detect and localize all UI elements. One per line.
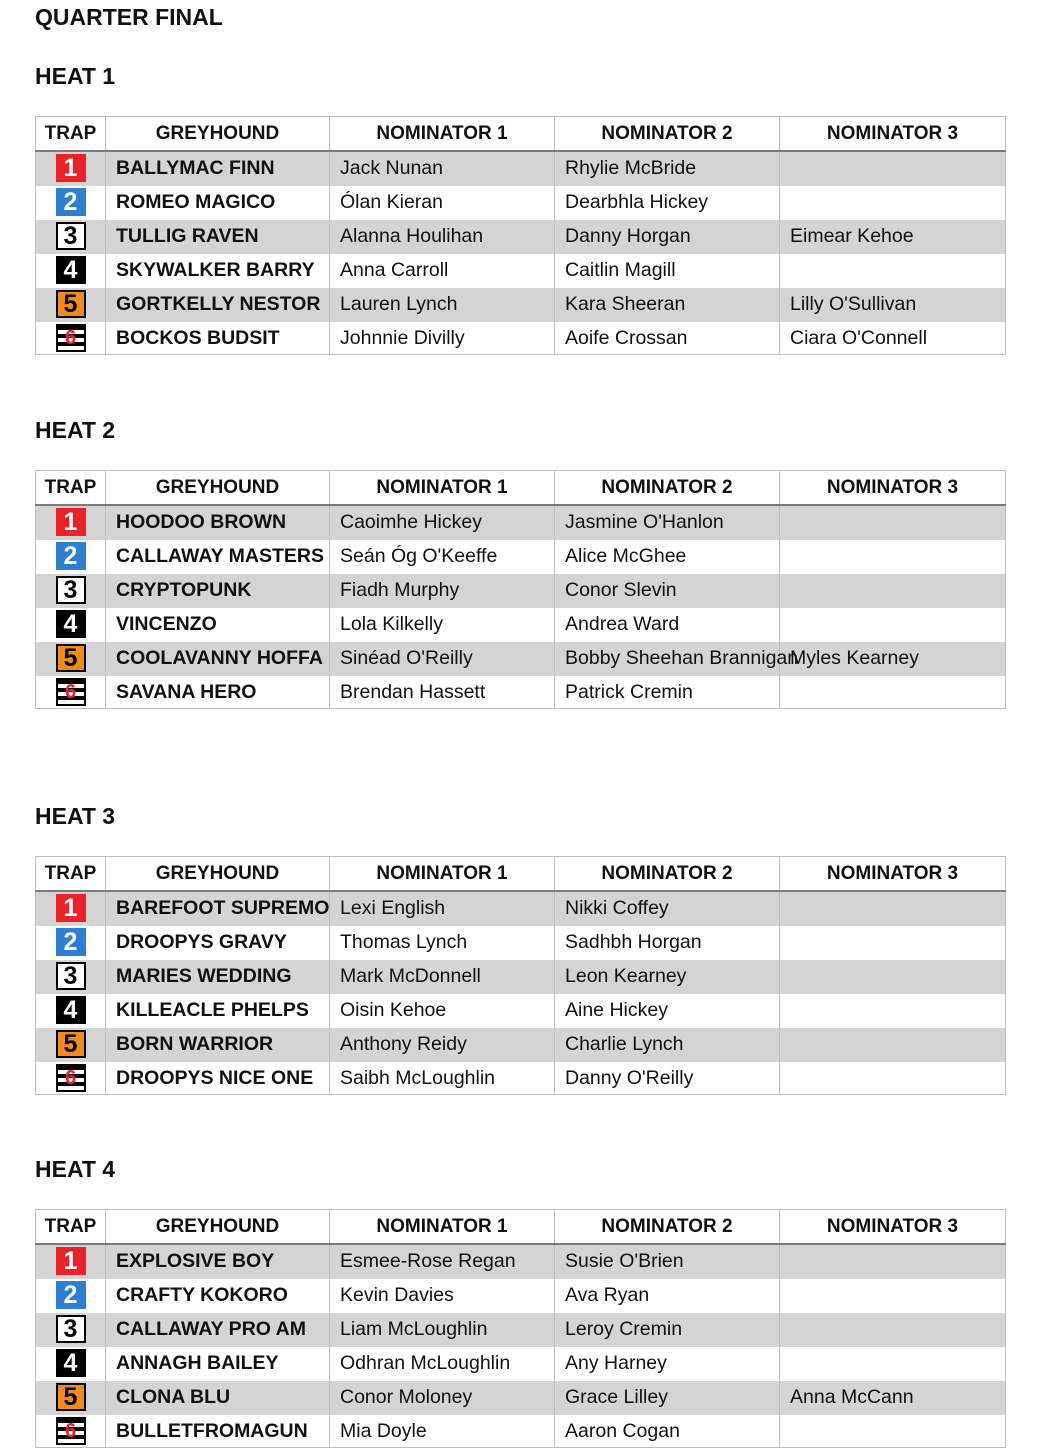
nominator-3: Ciara O'Connell (780, 322, 1006, 355)
greyhound-name: BORN WARRIOR (106, 1028, 330, 1062)
col-header-nominator-2: NOMINATOR 2 (555, 471, 780, 506)
trap-cell (36, 574, 106, 608)
col-header-nominator-2: NOMINATOR 2 (555, 117, 780, 152)
greyhound-name: SKYWALKER BARRY (106, 254, 330, 288)
nominator-1: Liam McLoughlin (330, 1313, 555, 1347)
greyhound-name: BOCKOS BUDSIT (106, 322, 330, 355)
col-header-trap: TRAP (36, 471, 106, 506)
heat-4-title: HEAT 4 (35, 1156, 116, 1182)
trap-5-badge: 5 (56, 290, 86, 318)
nominator-3 (780, 1279, 1006, 1313)
nominator-3 (780, 574, 1006, 608)
greyhound-name: EXPLOSIVE BOY (106, 1244, 330, 1279)
table-row (36, 322, 1006, 355)
table-row (36, 1279, 1006, 1313)
nominator-3 (780, 926, 1006, 960)
trap-cell (36, 960, 106, 994)
nominator-1: Lola Kilkelly (330, 608, 555, 642)
heat-3-title: HEAT 3 (35, 803, 116, 829)
trap-1-badge: 1 (56, 508, 86, 536)
greyhound-name: CALLAWAY MASTERS (106, 540, 330, 574)
trap-cell (36, 540, 106, 574)
greyhound-name: SAVANA HERO (106, 676, 330, 709)
col-header-nominator-2: NOMINATOR 2 (555, 857, 780, 892)
col-header-trap: TRAP (36, 117, 106, 152)
nominator-2: Alice McGhee (555, 540, 780, 574)
trap-1-badge: 1 (56, 1247, 86, 1275)
nominator-1: Mia Doyle (330, 1415, 555, 1448)
greyhound-name: COOLAVANNY HOFFA (106, 642, 330, 676)
nominator-1: Odhran McLoughlin (330, 1347, 555, 1381)
heat-1-table (35, 116, 1006, 355)
nominator-2: Leon Kearney (555, 960, 780, 994)
nominator-3 (780, 151, 1006, 186)
nominator-1: Sinéad O'Reilly (330, 642, 555, 676)
greyhound-name: DROOPYS NICE ONE (106, 1062, 330, 1095)
table-row (36, 1415, 1006, 1448)
nominator-1: Seán Óg O'Keeffe (330, 540, 555, 574)
nominator-1: Alanna Houlihan (330, 220, 555, 254)
table-row (36, 574, 1006, 608)
heat-2-table (35, 470, 1006, 709)
col-header-nominator-3: NOMINATOR 3 (780, 1210, 1006, 1245)
trap-cell (36, 322, 106, 355)
table-row (36, 505, 1006, 540)
trap-cell (36, 1313, 106, 1347)
trap-cell (36, 891, 106, 926)
nominator-2: Aaron Cogan (555, 1415, 780, 1448)
heat-4-table (35, 1209, 1006, 1448)
trap-cell (36, 1244, 106, 1279)
trap-cell (36, 151, 106, 186)
col-header-nominator-1: NOMINATOR 1 (330, 117, 555, 152)
col-header-nominator-3: NOMINATOR 3 (780, 117, 1006, 152)
trap-cell (36, 1347, 106, 1381)
table-row (36, 1062, 1006, 1095)
nominator-3 (780, 254, 1006, 288)
trap-4-badge: 4 (56, 996, 86, 1024)
nominator-2: Andrea Ward (555, 608, 780, 642)
greyhound-name: VINCENZO (106, 608, 330, 642)
nominator-3 (780, 1062, 1006, 1095)
nominator-2: Danny Horgan (555, 220, 780, 254)
table-row (36, 288, 1006, 322)
trap-cell (36, 926, 106, 960)
col-header-greyhound: GREYHOUND (106, 471, 330, 506)
nominator-3 (780, 891, 1006, 926)
trap-2-badge: 2 (56, 1281, 86, 1309)
table-row (36, 186, 1006, 220)
table-row (36, 960, 1006, 994)
table-row (36, 1313, 1006, 1347)
trap-cell (36, 642, 106, 676)
greyhound-name: ANNAGH BAILEY (106, 1347, 330, 1381)
nominator-1: Anthony Reidy (330, 1028, 555, 1062)
nominator-1: Caoimhe Hickey (330, 505, 555, 540)
heat-2-title: HEAT 2 (35, 417, 116, 443)
nominator-2: Nikki Coffey (555, 891, 780, 926)
nominator-3: Eimear Kehoe (780, 220, 1006, 254)
nominator-1: Johnnie Divilly (330, 322, 555, 355)
nominator-1: Oisin Kehoe (330, 994, 555, 1028)
header-row (36, 857, 1006, 892)
greyhound-name: BULLETFROMAGUN (106, 1415, 330, 1448)
nominator-2: Dearbhla Hickey (555, 186, 780, 220)
trap-cell (36, 676, 106, 709)
table-row (36, 608, 1006, 642)
nominator-1: Saibh McLoughlin (330, 1062, 555, 1095)
trap-6-badge: 6 (56, 1417, 86, 1445)
nominator-2: Conor Slevin (555, 574, 780, 608)
trap-2-badge: 2 (56, 928, 86, 956)
nominator-1: Brendan Hassett (330, 676, 555, 709)
trap-cell (36, 220, 106, 254)
trap-4-badge: 4 (56, 1349, 86, 1377)
trap-5-badge: 5 (56, 1383, 86, 1411)
nominator-3 (780, 1415, 1006, 1448)
greyhound-name: CALLAWAY PRO AM (106, 1313, 330, 1347)
nominator-3: Anna McCann (780, 1381, 1006, 1415)
greyhound-name: CLONA BLU (106, 1381, 330, 1415)
trap-3-badge: 3 (56, 222, 86, 250)
trap-6-badge: 6 (56, 1064, 86, 1092)
header-row (36, 117, 1006, 152)
greyhound-name: HOODOO BROWN (106, 505, 330, 540)
nominator-2: Rhylie McBride (555, 151, 780, 186)
col-header-nominator-1: NOMINATOR 1 (330, 1210, 555, 1245)
nominator-1: Mark McDonnell (330, 960, 555, 994)
table-row (36, 676, 1006, 709)
greyhound-name: CRYPTOPUNK (106, 574, 330, 608)
nominator-3 (780, 1244, 1006, 1279)
nominator-2: Ava Ryan (555, 1279, 780, 1313)
nominator-2: Bobby Sheehan Brannigan (555, 642, 780, 676)
nominator-3: Lilly O'Sullivan (780, 288, 1006, 322)
greyhound-name: CRAFTY KOKORO (106, 1279, 330, 1313)
trap-6-badge: 6 (56, 324, 86, 352)
col-header-nominator-1: NOMINATOR 1 (330, 471, 555, 506)
nominator-3 (780, 608, 1006, 642)
trap-cell (36, 1062, 106, 1095)
table-row (36, 994, 1006, 1028)
greyhound-name: TULLIG RAVEN (106, 220, 330, 254)
nominator-3 (780, 994, 1006, 1028)
nominator-2: Caitlin Magill (555, 254, 780, 288)
nominator-2: Kara Sheeran (555, 288, 780, 322)
table-row (36, 891, 1006, 926)
nominator-3 (780, 1028, 1006, 1062)
table-row (36, 540, 1006, 574)
nominator-2: Patrick Cremin (555, 676, 780, 709)
trap-1-badge: 1 (56, 894, 86, 922)
table-row (36, 1028, 1006, 1062)
nominator-3 (780, 676, 1006, 709)
nominator-2: Aine Hickey (555, 994, 780, 1028)
nominator-2: Susie O'Brien (555, 1244, 780, 1279)
trap-5-badge: 5 (56, 1030, 86, 1058)
nominator-3 (780, 505, 1006, 540)
col-header-nominator-2: NOMINATOR 2 (555, 1210, 780, 1245)
table-row (36, 1347, 1006, 1381)
nominator-3 (780, 960, 1006, 994)
greyhound-name: KILLEACLE PHELPS (106, 994, 330, 1028)
nominator-2: Grace Lilley (555, 1381, 780, 1415)
trap-cell (36, 608, 106, 642)
greyhound-name: MARIES WEDDING (106, 960, 330, 994)
nominator-1: Anna Carroll (330, 254, 555, 288)
nominator-2: Danny O'Reilly (555, 1062, 780, 1095)
nominator-1: Ólan Kieran (330, 186, 555, 220)
nominator-1: Lexi English (330, 891, 555, 926)
greyhound-name: BAREFOOT SUPREMO (106, 891, 330, 926)
nominator-3: Myles Kearney (780, 642, 1006, 676)
nominator-2: Charlie Lynch (555, 1028, 780, 1062)
nominator-1: Fiadh Murphy (330, 574, 555, 608)
col-header-nominator-1: NOMINATOR 1 (330, 857, 555, 892)
nominator-2: Any Harney (555, 1347, 780, 1381)
col-header-nominator-3: NOMINATOR 3 (780, 857, 1006, 892)
nominator-3 (780, 1313, 1006, 1347)
trap-6-badge: 6 (56, 678, 86, 706)
heat-1-title: HEAT 1 (35, 63, 116, 89)
nominator-2: Jasmine O'Hanlon (555, 505, 780, 540)
table-row (36, 1244, 1006, 1279)
nominator-1: Thomas Lynch (330, 926, 555, 960)
trap-5-badge: 5 (56, 644, 86, 672)
nominator-3 (780, 1347, 1006, 1381)
nominator-2: Sadhbh Horgan (555, 926, 780, 960)
table-row (36, 254, 1006, 288)
nominator-1: Kevin Davies (330, 1279, 555, 1313)
trap-cell (36, 254, 106, 288)
nominator-1: Esmee-Rose Regan (330, 1244, 555, 1279)
trap-cell (36, 1279, 106, 1313)
trap-cell (36, 288, 106, 322)
col-header-greyhound: GREYHOUND (106, 1210, 330, 1245)
trap-cell (36, 505, 106, 540)
table-row (36, 642, 1006, 676)
trap-cell (36, 1028, 106, 1062)
trap-3-badge: 3 (56, 1315, 86, 1343)
trap-4-badge: 4 (56, 256, 86, 284)
trap-cell (36, 1381, 106, 1415)
trap-2-badge: 2 (56, 542, 86, 570)
table-row (36, 220, 1006, 254)
col-header-greyhound: GREYHOUND (106, 117, 330, 152)
trap-4-badge: 4 (56, 610, 86, 638)
heat-3-table (35, 856, 1006, 1095)
trap-3-badge: 3 (56, 962, 86, 990)
table-row (36, 926, 1006, 960)
header-row (36, 471, 1006, 506)
greyhound-name: GORTKELLY NESTOR (106, 288, 330, 322)
table-row (36, 1381, 1006, 1415)
greyhound-name: ROMEO MAGICO (106, 186, 330, 220)
col-header-nominator-3: NOMINATOR 3 (780, 471, 1006, 506)
nominator-1: Jack Nunan (330, 151, 555, 186)
trap-2-badge: 2 (56, 188, 86, 216)
trap-1-badge: 1 (56, 154, 86, 182)
trap-cell (36, 994, 106, 1028)
trap-3-badge: 3 (56, 576, 86, 604)
nominator-2: Leroy Cremin (555, 1313, 780, 1347)
trap-cell (36, 1415, 106, 1448)
col-header-greyhound: GREYHOUND (106, 857, 330, 892)
col-header-trap: TRAP (36, 857, 106, 892)
document-title: QUARTER FINAL (35, 4, 223, 30)
table-row (36, 151, 1006, 186)
nominator-1: Lauren Lynch (330, 288, 555, 322)
trap-cell (36, 186, 106, 220)
nominator-1: Conor Moloney (330, 1381, 555, 1415)
nominator-3 (780, 540, 1006, 574)
greyhound-name: DROOPYS GRAVY (106, 926, 330, 960)
col-header-trap: TRAP (36, 1210, 106, 1245)
header-row (36, 1210, 1006, 1245)
nominator-2: Aoife Crossan (555, 322, 780, 355)
nominator-3 (780, 186, 1006, 220)
greyhound-name: BALLYMAC FINN (106, 151, 330, 186)
